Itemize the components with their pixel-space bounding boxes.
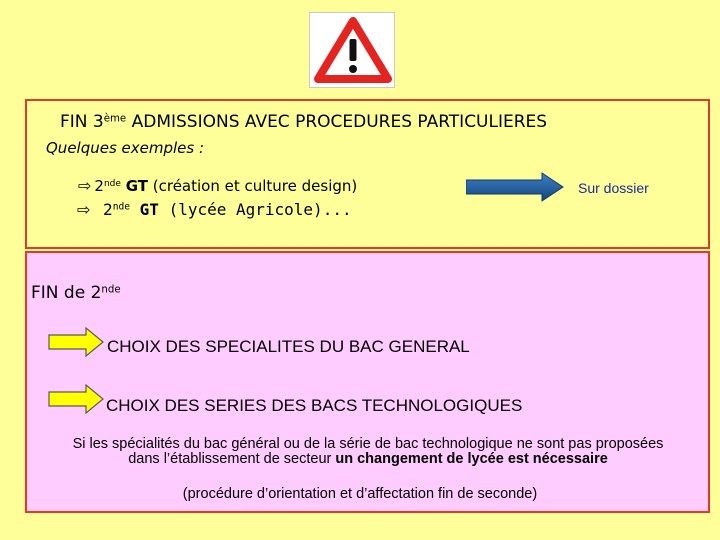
seconde-panel [25, 251, 710, 513]
yellow-arrow-icon [48, 384, 104, 414]
note-line: Si les spécialités du bac général ou de la série de bac technologique ne sont pas proposées [72, 436, 664, 452]
yellow-arrow-icon [48, 327, 104, 357]
warning-sign [309, 12, 395, 88]
examples-subtitle: Quelques exemples : [46, 139, 205, 157]
note-paragraph [28, 437, 708, 467]
choice-series: CHOIX DES SERIES DES BACS TECHNOLOGIQUES [106, 396, 523, 415]
warning-triangle-icon [310, 13, 396, 89]
note-emphasis: un changement de lycée est nécessaire [335, 451, 608, 467]
section-heading: FIN de 2nde [31, 283, 121, 303]
example-item: ⇨ 2nde GT (lycée Agricole)... [77, 200, 352, 219]
right-arrow-icon [466, 172, 564, 202]
example-item: ⇨ 2nde GT (création et culture design) [78, 176, 358, 195]
bullet-arrow-icon: ⇨ [78, 176, 92, 195]
bullet-arrow-icon: ⇨ [77, 200, 91, 219]
note-line: dans l’établissement de secteur un changement de lycée est nécessaire [128, 451, 608, 467]
choice-specialites: CHOIX DES SPECIALITES DU BAC GENERAL [107, 337, 470, 356]
panel-title: FIN 3ème ADMISSIONS AVEC PROCEDURES PARTICULIERES [60, 112, 548, 132]
procedure-note: (procédure d’orientation et d’affectation fin de seconde) [182, 486, 538, 502]
result-label: Sur dossier [578, 180, 649, 196]
